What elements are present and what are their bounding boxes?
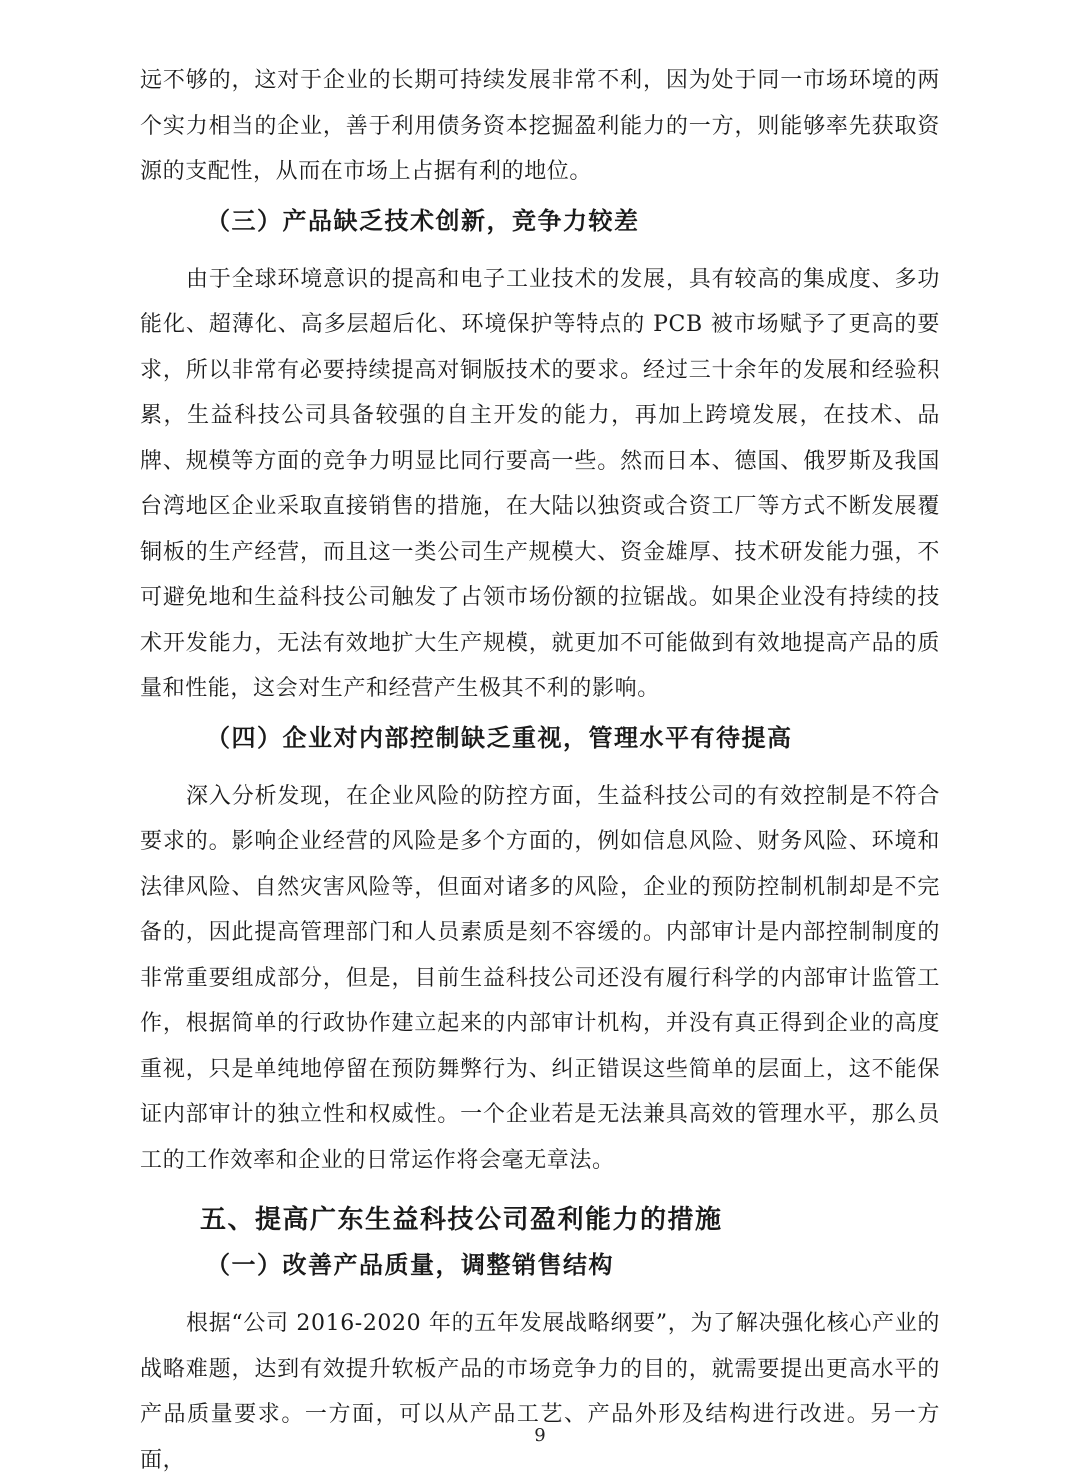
section-heading-3: （三）产品缺乏技术创新，竞争力较差: [206, 206, 640, 235]
paragraph-intro: 远不够的，这对于企业的长期可持续发展非常不利，因为处于同一市场环境的两个实力相当的企业，善于利用债务资本挖掘盈利能力的一方，则能够率先获取资源的支配性，从而在市场上占据有利的地位。: [140, 68, 940, 184]
chapter-heading-5: 五、提高广东生益科技公司盈利能力的措施: [200, 1205, 723, 1235]
section-heading-4: （四）企业对内部控制缺乏重视，管理水平有待提高: [206, 723, 793, 752]
document-page: [140, 58, 940, 1483]
paragraph-section-4: 深入分析发现，在企业风险的防控方面，生益科技公司的有效控制是不符合要求的。影响企业经营的风险是多个方面的，例如信息风险、财务风险、环境和法律风险、自然灾害风险等，但面对诸多的风险，企业的预防控制机制却是不完备的，因此提高管理部门和人员素质是刻不容缓的。内部审计是内部控制制度的非常重要组成部分，但是，目前生益科技公司还没有履行科学的内部审计监管工作，根据简单的行政协作建立起来的内部审计机构，并没有真正得到企业的高度重视，只是单纯地停留在预防舞弊行为、纠正错误这些简单的层面上，这不能保证内部审计的独立性和权威性。一个企业若是无法兼具高效的管理水平，那么员工的工作效率和企业的日常运作将会毫无章法。: [140, 783, 940, 1173]
page-number: 9: [534, 1425, 546, 1446]
paragraph-section-5-1: 根据“公司 2016-2020 年的五年发展战略纲要”，为了解决强化核心产业的战略难题，达到有效提升软板产品的市场竞争力的目的，就需要提出更高水平的产品质量要求。一方面，可以从产品工艺、产品外形及结构进行改进。另一方面，: [140, 1311, 940, 1473]
paragraph-section-3: 由于全球环境意识的提高和电子工业技术的发展，具有较高的集成度、多功能化、超薄化、高多层超后化、环境保护等特点的 PCB 被市场赋予了更高的要求，所以非常有必要持续提高对铜版技术的要求。经过三十余年的发展和经验积累，生益科技公司具备较强的自主开发的能力，再加上跨境发展，在技术、品牌、规模等方面的竞争力明显比同行要高一些。然而日本、德国、俄罗斯及我国台湾地区企业采取直接销售的措施，在大陆以独资或合资工厂等方式不断发展覆铜板的生产经营，而且这一类公司生产规模大、资金雄厚、技术研发能力强，不可避免地和生益科技公司触发了占领市场份额的拉锯战。如果企业没有持续的技术开发能力，无法有效地扩大生产规模，就更加不可能做到有效地提高产品的质量和性能，这会对生产和经营产生极其不利的影响。: [140, 266, 940, 701]
section-heading-5-1: （一）改善产品质量，调整销售结构: [206, 1251, 614, 1279]
